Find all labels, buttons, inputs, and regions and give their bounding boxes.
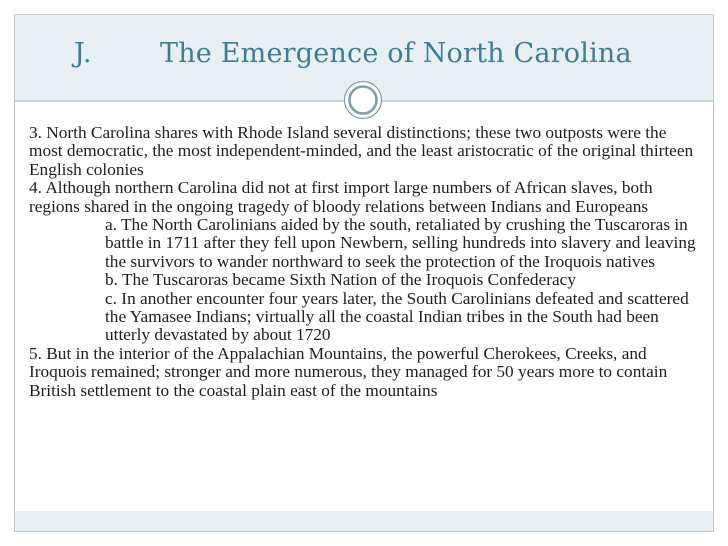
title-number: J.: [74, 38, 92, 69]
title-text: The Emergence of North Carolina: [160, 38, 632, 69]
circle-ornament-icon: [343, 80, 383, 120]
sub-bullet-c: c. In another encounter four years later, the South Carolinians defeated and scattered the Yamasee Indians; virtually all the coastal Indian tribes in the South had been utterly devastated by about 1720: [105, 288, 689, 345]
bullet-5: 5. But in the interior of the Appalachian Mountains, the powerful Cherokees, Creeks, and Iroquois remained; stronger and more numerous, they managed for 50 years more to contain British settlement to the coastal plain east of the mountains: [29, 343, 668, 400]
footer-band: [14, 511, 714, 532]
bullet-3: 3. North Carolina shares with Rhode Island several distinctions; these two outposts were the most democratic, the most independent-minded, and the least aristocratic of the original thirteen English colonies: [29, 123, 694, 179]
sub-bullet-a: a. The North Carolinians aided by the south, retaliated by crushing the Tuscaroras in battle in 1711 after they fell upon Newbern, selling hundreds into slavery and leaving the survivors to wander northward to seek the protection of the Iroquois natives: [105, 215, 696, 271]
sub-bullet-b: b. The Tuscaroras became Sixth Nation of the Iroquois Confederacy: [105, 270, 576, 290]
slide-body: [29, 124, 701, 400]
bullet-4: 4. Although northern Carolina did not at first import large numbers of African slaves, both regions shared in the ongoing tragedy of bloody relations between Indians and Europeans: [29, 178, 653, 216]
